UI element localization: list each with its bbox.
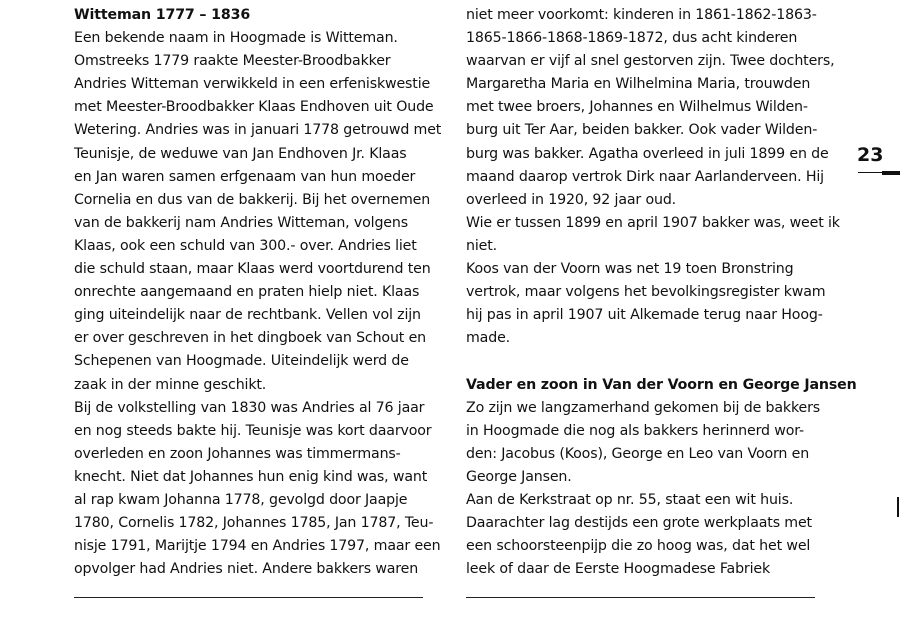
- text-line: nisje 1791, Marijtje 1794 en Andries 1797, maar een: [74, 538, 441, 555]
- text-line: overleden en zoon Johannes was timmermans-: [74, 445, 401, 462]
- text-line: zaak in der minne geschikt.: [74, 376, 267, 393]
- text-line: hij pas in april 1907 uit Alkemade terug naar Hoog-: [466, 307, 823, 324]
- section-heading-van-der-voorn: Vader en zoon in Van der Voorn en George Jansen: [466, 376, 857, 393]
- text-line: knecht. Niet dat Johannes hun enig kind was, want: [74, 468, 428, 485]
- text-line: Schepenen van Hoogmade. Uiteindelijk werd de: [74, 353, 409, 370]
- text-line: Aan de Kerkstraat op nr. 55, staat een wit huis.: [466, 491, 794, 508]
- text-line: burg was bakker. Agatha overleed in juli 1899 en de: [466, 145, 829, 162]
- text-line: vertrok, maar volgens het bevolkingsregister kwam: [466, 284, 826, 301]
- section-heading-witteman: Witteman 1777 – 1836: [74, 7, 251, 23]
- page-number-underline: [858, 172, 882, 173]
- text-line: George Jansen.: [466, 468, 572, 485]
- page-edge-mark: [897, 497, 899, 517]
- text-line: met Meester-Broodbakker Klaas Endhoven uit Oude: [74, 99, 434, 116]
- text-line: ging uiteindelijk naar de rechtbank. Vellen vol zijn: [74, 307, 421, 324]
- text-line: burg uit Ter Aar, beiden bakker. Ook vader Wilden-: [466, 122, 818, 139]
- text-line: Een bekende naam in Hoogmade is Witteman.: [74, 30, 398, 47]
- text-line: een schoorsteenpijp die zo hoog was, dat het wel: [466, 538, 811, 555]
- text-line: met twee broers, Johannes en Wilhelmus Wilden-: [466, 99, 808, 116]
- text-line: Andries Witteman verwikkeld in een erfeniskwestie: [74, 76, 431, 93]
- text-line: Cornelia en dus van de bakkerij. Bij het overnemen: [74, 191, 431, 208]
- text-line: niet.: [466, 237, 497, 254]
- text-line: opvolger had Andries niet. Andere bakkers waren: [74, 561, 419, 578]
- text-line: 1865-1866-1868-1869-1872, dus acht kinderen: [466, 30, 798, 47]
- text-line: leek of daar de Eerste Hoogmadese Fabriek: [466, 561, 771, 578]
- text-line: Margaretha Maria en Wilhelmina Maria, trouwden: [466, 76, 811, 93]
- text-line: overleed in 1920, 92 jaar oud.: [466, 191, 677, 208]
- text-line: onrechte aangemaand en praten hielp niet. Klaas: [74, 284, 420, 301]
- text-line: 1780, Cornelis 1782, Johannes 1785, Jan 1787, Teu-: [74, 515, 434, 532]
- text-line: waarvan er vijf al snel gestorven zijn. Twee dochters,: [466, 53, 835, 70]
- text-line: Zo zijn we langzamerhand gekomen bij de bakkers: [466, 399, 821, 416]
- text-line: Wie er tussen 1899 en april 1907 bakker was, weet ik: [466, 214, 840, 231]
- text-line: van de bakkerij nam Andries Witteman, volgens: [74, 214, 408, 231]
- text-line: er over geschreven in het dingboek van Schout en: [74, 330, 426, 347]
- text-line: al rap kwam Johanna 1778, gevolgd door Jaapje: [74, 491, 408, 508]
- text-line: Klaas, ook een schuld van 300.- over. Andries liet: [74, 237, 417, 254]
- text-line: en nog steeds bakte hij. Teunisje was kort daarvoor: [74, 422, 432, 439]
- text-line: maand daarop vertrok Dirk naar Aarlanderveen. Hij: [466, 168, 824, 185]
- text-line: made.: [466, 330, 511, 347]
- text-line: Teunisje, de weduwe van Jan Endhoven Jr. Klaas: [74, 145, 407, 162]
- text-line: Wetering. Andries was in januari 1778 getrouwd met: [74, 122, 442, 139]
- page-number-tab: [882, 171, 900, 175]
- paragraph-spacer: [466, 350, 818, 373]
- footer-rule-right: [466, 597, 815, 598]
- text-line: Omstreeks 1779 raakte Meester-Broodbakker: [74, 53, 391, 70]
- left-column: [74, 4, 442, 581]
- page-number: 23: [857, 144, 884, 166]
- text-line: in Hoogmade die nog als bakkers herinnerd wor-: [466, 422, 804, 439]
- text-line: den: Jacobus (Koos), George en Leo van Voorn en: [466, 445, 810, 462]
- text-line: Koos van der Voorn was net 19 toen Bronstring: [466, 261, 794, 278]
- text-line: en Jan waren samen erfgenaam van hun moeder: [74, 168, 416, 185]
- text-line: niet meer voorkomt: kinderen in 1861-1862-1863-: [466, 7, 817, 23]
- text-line: Bij de volkstelling van 1830 was Andries al 76 jaar: [74, 399, 425, 416]
- text-line: die schuld staan, maar Klaas werd voortdurend ten: [74, 261, 431, 278]
- text-line: Daarachter lag destijds een grote werkplaats met: [466, 515, 812, 532]
- right-column: [466, 4, 857, 581]
- footer-rule-left: [74, 597, 423, 598]
